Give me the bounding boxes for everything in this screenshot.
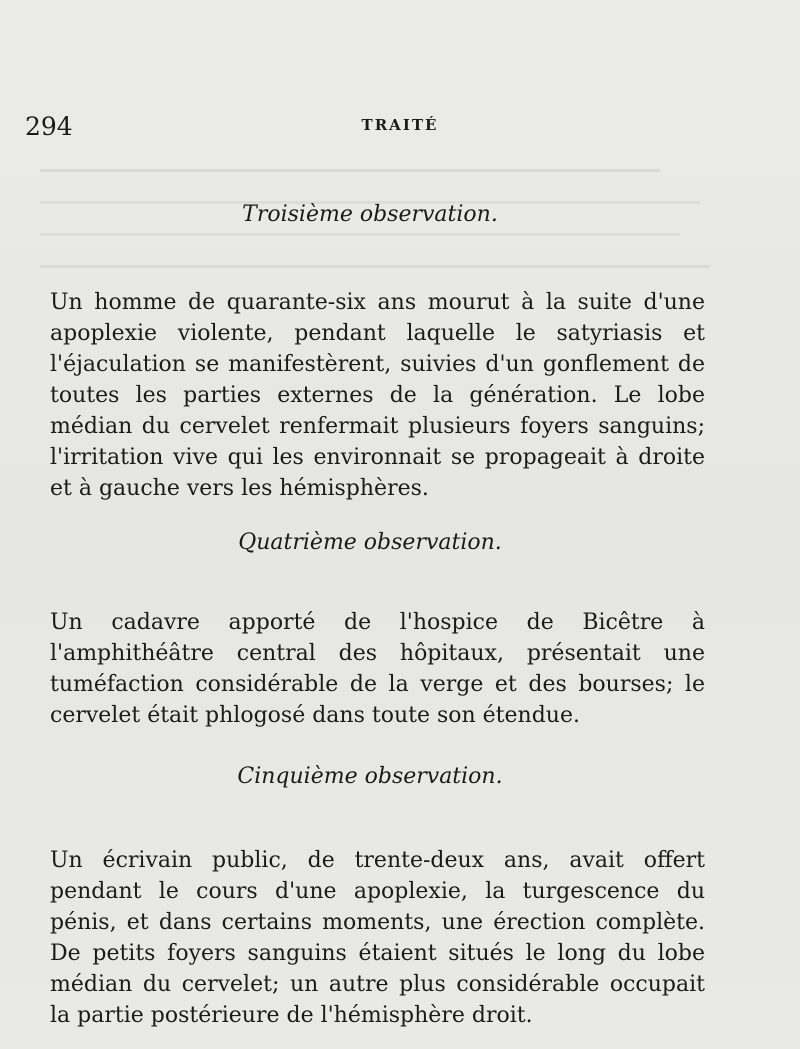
section-paragraph-5: Un écrivain public, de trente-deux ans, avait offert pendant le cours d'une apoplexie, la turgescence du pénis, et dans certains moments, une érection complète. De petits foyers sanguins étaient situés le long du lobe médian du cervelet; un autre plus considérable occupait la partie postérieure de l'hémisphère droit. (50, 848, 705, 1028)
section-heading-5: Cinquième observation. (237, 764, 503, 789)
running-title: TRAITÉ (361, 116, 439, 134)
section-heading-4: Quatrième observation. (238, 530, 502, 555)
page-number: 294 (25, 112, 73, 141)
section-heading-3: Troisième observation. (242, 202, 498, 227)
section-paragraph-3: Un homme de quarante-six ans mourut à la suite d'une apoplexie violente, pendant laquelle le satyriasis et l'éjaculation se manifestèrent, suivies d'un gonflement de toutes les parties externes de la génération. Le lobe médian du cervelet renfermait plusieurs foyers sanguins; l'irritation vive qui les environnait se propageait à droite et à gauche vers les hémisphères. (50, 290, 705, 501)
section-paragraph-4: Un cadavre apporté de l'hospice de Bicêtre à l'amphithéâtre central des hôpitaux, présentait une tuméfaction considérable de la verge et des bourses; le cervelet était phlogosé dans toute son étendue. (50, 610, 705, 728)
